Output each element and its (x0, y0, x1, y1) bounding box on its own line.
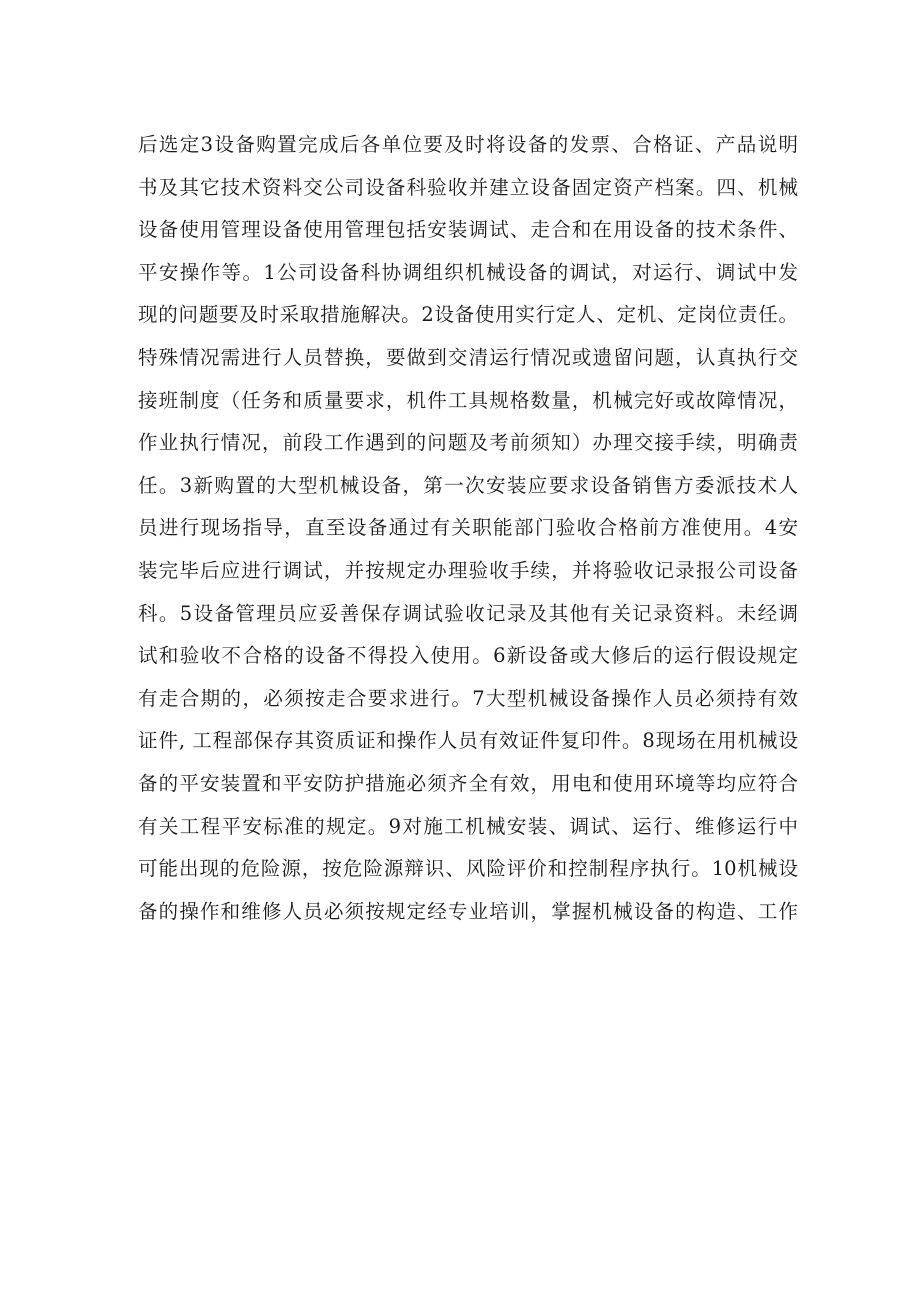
text-line: 备的操作和维修人员必须按规定经专业培训，掌握机械设备的构造、工作 (138, 899, 798, 923)
body-text (138, 124, 798, 933)
text-line: 可能出现的危险源，按危险源辩识、风险评价和控制程序执行。10机械设 (138, 857, 798, 881)
text-line: 证件, 工程部保存其资质证和操作人员有效证件复印件。8现场在用机械设 (138, 729, 798, 753)
text-line: 接班制度（任务和质量要求，机件工具规格数量，机械完好或故障情况， (138, 388, 798, 412)
text-line: 有关工程平安标准的规定。9对施工机械安装、调试、运行、维修运行中 (138, 814, 798, 838)
text-line: 设备使用管理设备使用管理包括安装调试、走合和在用设备的技术条件、 (138, 218, 798, 242)
text-line: 试和验收不合格的设备不得投入使用。6新设备或大修后的运行假设规定 (138, 644, 798, 668)
text-line: 作业执行情况，前段工作遇到的问题及考前须知）办理交接手续，明确责 (138, 431, 798, 455)
text-line: 备的平安装置和平安防护措施必须齐全有效，用电和使用环境等均应符合 (138, 771, 798, 795)
text-line: 装完毕后应进行调试，并按规定办理验收手续，并将验收记录报公司设备 (138, 558, 798, 582)
text-line: 员进行现场指导，直至设备通过有关职能部门验收合格前方准使用。4安 (138, 516, 798, 540)
text-line: 特殊情况需进行人员替换，要做到交清运行情况或遗留问题，认真执行交 (138, 345, 798, 369)
text-line: 科。5设备管理员应妥善保存调试验收记录及其他有关记录资料。未经调 (138, 601, 798, 625)
text-line: 有走合期的，必须按走合要求进行。7大型机械设备操作人员必须持有效 (138, 686, 798, 710)
text-line: 书及其它技术资料交公司设备科验收并建立设备固定资产档案。四、机械 (138, 175, 798, 199)
text-line: 后选定3设备购置完成后各单位要及时将设备的发票、合格证、产品说明 (138, 133, 798, 156)
text-line: 现的问题要及时采取措施解决。2设备使用实行定人、定机、定岗位责任。 (138, 303, 798, 327)
text-line: 任。3新购置的大型机械设备，第一次安装应要求设备销售方委派技术人 (138, 473, 798, 497)
text-line: 平安操作等。1公司设备科协调组织机械设备的调试，对运行、调试中发 (138, 260, 798, 284)
